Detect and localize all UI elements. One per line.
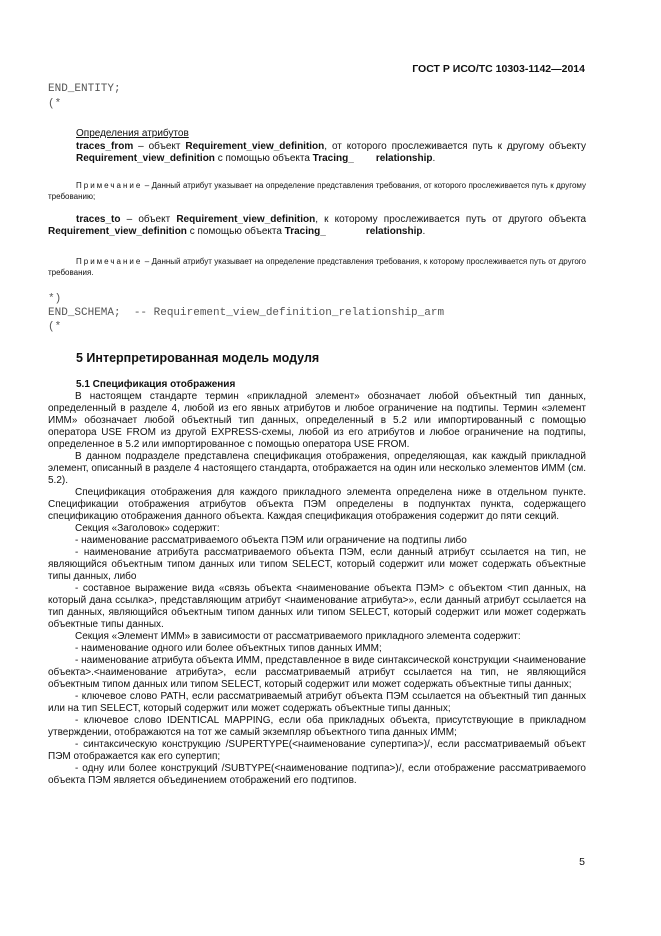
- paragraph: Спецификация отображения для каждого прикладного элемента определена ниже в отдельном пункте. Спецификации отображения атрибутов объекта ПЭМ определены в подпунктах пункта, содержащего спецификацию отображения данного объекта. Каждая спецификация отображения содержит до пяти секций.: [48, 487, 586, 522]
- attr-defs-heading: Определения атрибутов: [76, 128, 189, 139]
- attr-traces-from: traces_from – объект Requirement_view_definition, от которого прослеживается путь к другому объекту Requirement_view_definition с помощью объекта Tracing_ relationship.: [76, 141, 586, 164]
- page-number: 5: [579, 856, 585, 868]
- document-header: ГОСТ Р ИСО/ТС 10303-1142—2014: [412, 63, 585, 75]
- note-label: Примечание: [76, 181, 143, 190]
- list-item: - ключевое слово PATH, если рассматриваемый атрибут объекта ПЭМ ссылается на объектный тип данных или на тип SELECT, который содержит или может содержать объектные типы данных;: [48, 691, 586, 714]
- paragraph: Секция «Элемент ИММ» в зависимости от рассматриваемого прикладного элемента содержит:: [75, 631, 521, 642]
- code-comment-close: *): [48, 293, 62, 305]
- attr-name: traces_from: [76, 141, 134, 152]
- code-end-schema: END_SCHEMA; -- Requirement_view_definition_relationship_arm: [48, 307, 445, 319]
- list-item: - ключевое слово IDENTICAL MAPPING, если оба прикладных объекта, присутствующие в прикладном утверждении, отображаются на тот же самый экземпляр объектного типа данных ИММ;: [48, 715, 586, 738]
- section-body: [48, 391, 586, 787]
- attr-traces-to: traces_to – объект Requirement_view_definition, к которому прослеживается путь от другого объекта Requirement_view_definition с помощью объекта Tracing_ relationship.: [48, 214, 587, 237]
- section-title: 5 Интерпретированная модель модуля: [76, 351, 320, 365]
- list-item: - наименование атрибута объекта ИММ, представленное в виде синтаксической конструкции <наименование объекта>.<наименование атрибута>, если рассматриваемый атрибут ссылается на тип, не являющийся объектным типом данных или типом SELECT, который содержит или может содержать объектные типы данных;: [48, 655, 586, 690]
- subsection-title: 5.1 Спецификация отображения: [76, 379, 236, 390]
- list-item: - составное выражение вида «связь объекта <наименование объекта ПЭМ> с объектом <тип данных, на который дана ссылка>, представляющим атрибут <наименование атрибута>», если данный атрибут ссылается на тип данных, являющийся объектным типом данных или типом SELECT, который содержит или может содержать объектные типы данных.: [48, 583, 586, 630]
- paragraph: В данном подразделе представлена спецификация отображения, определяющая, как каждый прикладной элемент, описанный в разделе 4 настоящего стандарта, отображается на один или несколько элементов ИММ (см. 5.2).: [48, 451, 586, 486]
- note-1: Примечание – Данный атрибут указывает на определение представления требования, от которого прослеживается путь к другому требованию;: [48, 181, 586, 201]
- list-item: - наименование атрибута рассматриваемого объекта ПЭМ, если данный атрибут ссылается на тип, не являющийся объектным типом данных или типом SELECT, который содержит или может содержать объектные типы данных, либо: [48, 547, 586, 582]
- list-item: - наименование одного или более объектных типов данных ИММ;: [75, 643, 382, 654]
- list-item: - синтаксическую конструкцию /SUPERTYPE(<наименование супертипа>)/, если рассматриваемый объект ПЭМ отображается как его супертип;: [48, 739, 586, 762]
- list-item: - наименование рассматриваемого объекта ПЭМ или ограничение на подтипы либо: [75, 535, 467, 546]
- paragraph: В настоящем стандарте термин «прикладной элемент» обозначает любой объектный тип данных, определенный в разделе 4, любой из его явных атрибутов и любое ограничение на подтипы. Термин «элемент ИММ» обозначает любой объектный тип данных, определенный в 5.2 или импортированный с помощью оператора USE FROM из другой EXPRESS-схемы, любой из его атрибутов и любое ограничение на подтипы, определенное в 5.2 или импортированное с помощью оператора USE FROM.: [48, 391, 586, 450]
- note-label: Примечание: [76, 257, 143, 266]
- code-comment-open: (*: [48, 98, 62, 110]
- code-comment-open-2: (*: [48, 321, 62, 333]
- attr-name: traces_to: [76, 214, 121, 225]
- code-end-entity: END_ENTITY;: [48, 83, 121, 95]
- note-2: Примечание – Данный атрибут указывает на определение представления требования, к которому прослеживается путь от другого требования.: [48, 257, 586, 277]
- list-item: - одну или более конструкций /SUBTYPE(<наименование подтипа>)/, если отображение рассматриваемого объекта ПЭМ является объединением отображений его подтипов.: [48, 763, 586, 786]
- paragraph: Секция «Заголовок» содержит:: [75, 523, 220, 534]
